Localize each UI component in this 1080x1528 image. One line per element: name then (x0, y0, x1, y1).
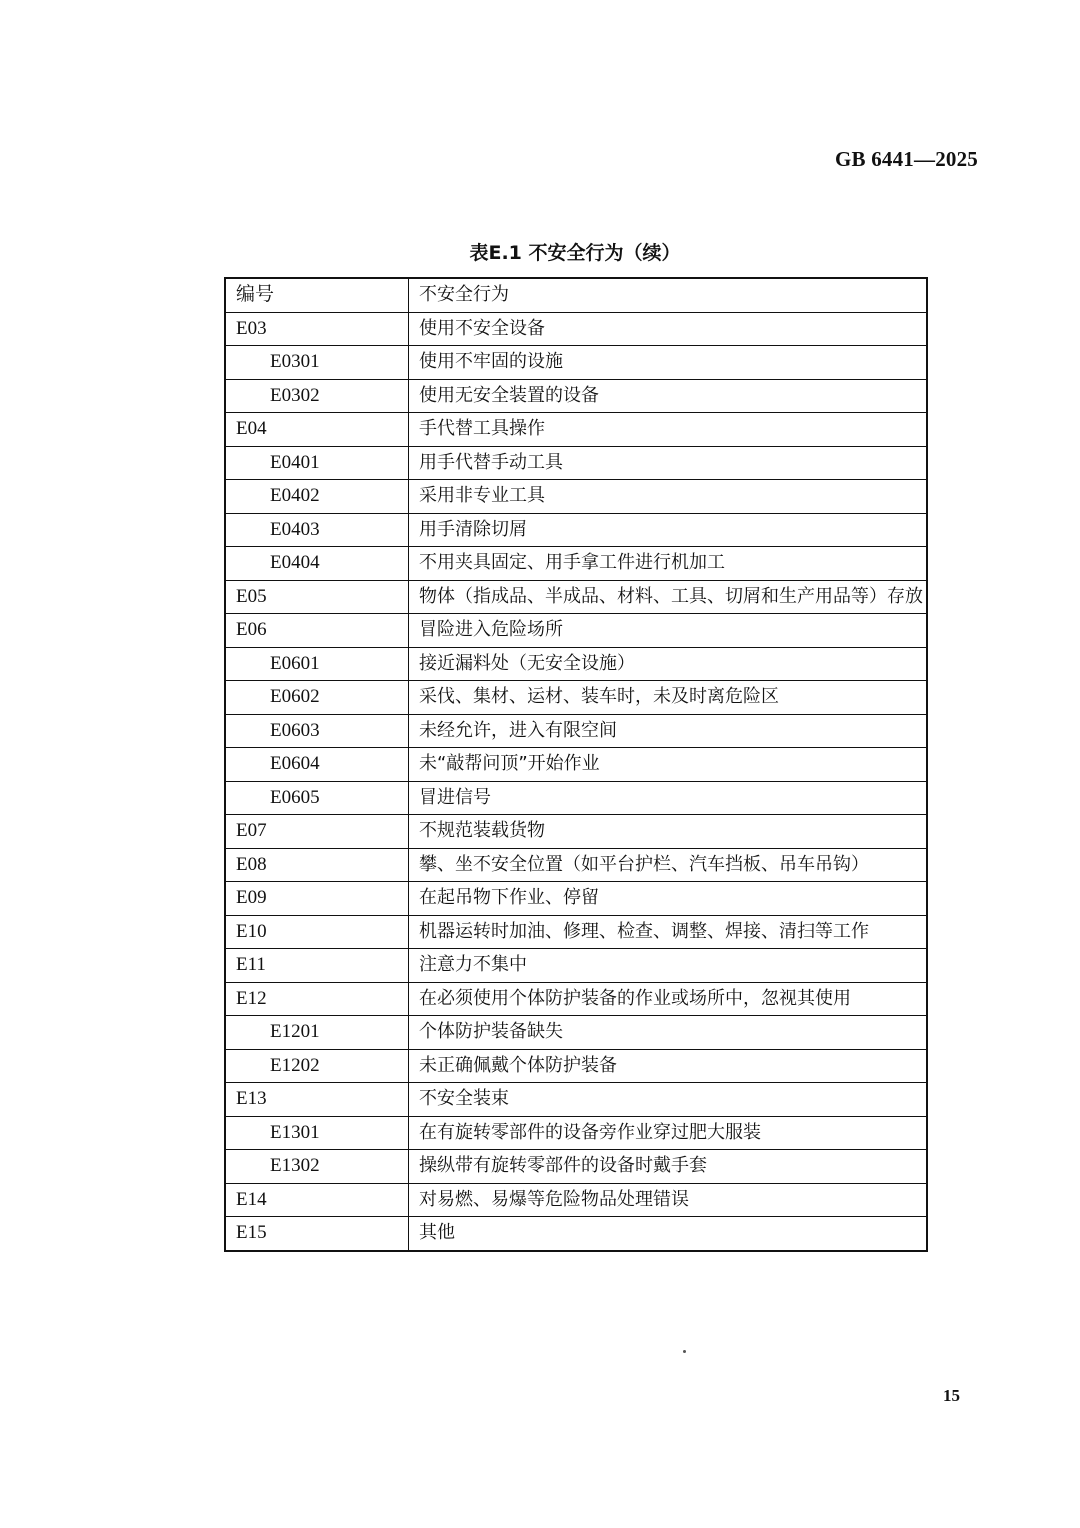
table-row (225, 346, 927, 380)
table-row (225, 1016, 927, 1050)
row-code: E0302 (225, 379, 409, 413)
row-code: E15 (225, 1217, 409, 1251)
row-code: E14 (225, 1183, 409, 1217)
table-row (225, 1150, 927, 1184)
table-caption: 表E.1 不安全行为（续） (469, 242, 681, 264)
table-row (225, 714, 927, 748)
row-behavior: 在起吊物下作业、停留 (409, 882, 928, 916)
row-code: E07 (225, 815, 409, 849)
table-row (225, 446, 927, 480)
row-behavior: 未经允许，进入有限空间 (409, 714, 928, 748)
page-number: 15 (943, 1386, 960, 1405)
row-code: E11 (225, 949, 409, 983)
table-row (225, 1116, 927, 1150)
table-row (225, 1083, 927, 1117)
unsafe-behavior-table (224, 277, 928, 1252)
table-row (225, 882, 927, 916)
row-behavior: 在有旋转零部件的设备旁作业穿过肥大服装 (409, 1116, 928, 1150)
header-behavior: 不安全行为 (409, 278, 928, 312)
row-behavior: 攀、坐不安全位置（如平台护栏、汽车挡板、吊车吊钩） (409, 848, 928, 882)
row-code: E05 (225, 580, 409, 614)
row-behavior: 冒险进入危险场所 (409, 614, 928, 648)
row-code: E1302 (225, 1150, 409, 1184)
row-behavior: 不安全装束 (409, 1083, 928, 1117)
row-code: E1202 (225, 1049, 409, 1083)
row-behavior: 用手代替手动工具 (409, 446, 928, 480)
row-code: E0404 (225, 547, 409, 581)
table-row (225, 681, 927, 715)
row-code: E1201 (225, 1016, 409, 1050)
table-row (225, 949, 927, 983)
row-behavior: 物体（指成品、半成品、材料、工具、切屑和生产用品等）存放 (409, 580, 928, 614)
table-row (225, 1183, 927, 1217)
row-code: E12 (225, 982, 409, 1016)
row-code: E0605 (225, 781, 409, 815)
row-code: E13 (225, 1083, 409, 1117)
row-behavior: 个体防护装备缺失 (409, 1016, 928, 1050)
table-body (225, 278, 927, 1251)
table-row (225, 1217, 927, 1251)
row-behavior: 不规范装载货物 (409, 815, 928, 849)
table-row (225, 614, 927, 648)
header-code: 编号 (225, 278, 409, 312)
scan-speck (683, 1350, 686, 1353)
row-code: E0403 (225, 513, 409, 547)
table-row (225, 312, 927, 346)
table-header-row (225, 278, 927, 312)
row-behavior: 注意力不集中 (409, 949, 928, 983)
row-behavior: 冒进信号 (409, 781, 928, 815)
table-row (225, 1049, 927, 1083)
row-behavior: 用手清除切屑 (409, 513, 928, 547)
row-code: E04 (225, 413, 409, 447)
standard-number: GB 6441—2025 (835, 147, 978, 171)
row-behavior: 未正确佩戴个体防护装备 (409, 1049, 928, 1083)
row-behavior: 在必须使用个体防护装备的作业或场所中，忽视其使用 (409, 982, 928, 1016)
table-row (225, 480, 927, 514)
row-code: E09 (225, 882, 409, 916)
row-code: E0402 (225, 480, 409, 514)
table-row (225, 580, 927, 614)
row-behavior: 对易燃、易爆等危险物品处理错误 (409, 1183, 928, 1217)
row-behavior: 使用不牢固的设施 (409, 346, 928, 380)
table-row (225, 647, 927, 681)
row-behavior: 接近漏料处（无安全设施） (409, 647, 928, 681)
row-behavior: 不用夹具固定、用手拿工件进行机加工 (409, 547, 928, 581)
row-code: E0401 (225, 446, 409, 480)
row-behavior: 采用非专业工具 (409, 480, 928, 514)
row-code: E06 (225, 614, 409, 648)
row-behavior: 采伐、集材、运材、装车时，未及时离危险区 (409, 681, 928, 715)
row-code: E0603 (225, 714, 409, 748)
row-code: E0301 (225, 346, 409, 380)
row-code: E08 (225, 848, 409, 882)
table-row (225, 547, 927, 581)
table-row (225, 781, 927, 815)
row-code: E03 (225, 312, 409, 346)
row-code: E0604 (225, 748, 409, 782)
table-row (225, 815, 927, 849)
row-behavior: 手代替工具操作 (409, 413, 928, 447)
table-row (225, 379, 927, 413)
table-row (225, 982, 927, 1016)
row-behavior: 机器运转时加油、修理、检查、调整、焊接、清扫等工作 (409, 915, 928, 949)
row-code: E1301 (225, 1116, 409, 1150)
row-code: E0602 (225, 681, 409, 715)
row-behavior: 未“敲帮问顶”开始作业 (409, 748, 928, 782)
table-row (225, 848, 927, 882)
row-code: E0601 (225, 647, 409, 681)
row-behavior: 使用不安全设备 (409, 312, 928, 346)
row-code: E10 (225, 915, 409, 949)
table-row (225, 748, 927, 782)
row-behavior: 其他 (409, 1217, 928, 1251)
row-behavior: 使用无安全装置的设备 (409, 379, 928, 413)
table-row (225, 413, 927, 447)
row-behavior: 操纵带有旋转零部件的设备时戴手套 (409, 1150, 928, 1184)
table-row (225, 915, 927, 949)
table-row (225, 513, 927, 547)
